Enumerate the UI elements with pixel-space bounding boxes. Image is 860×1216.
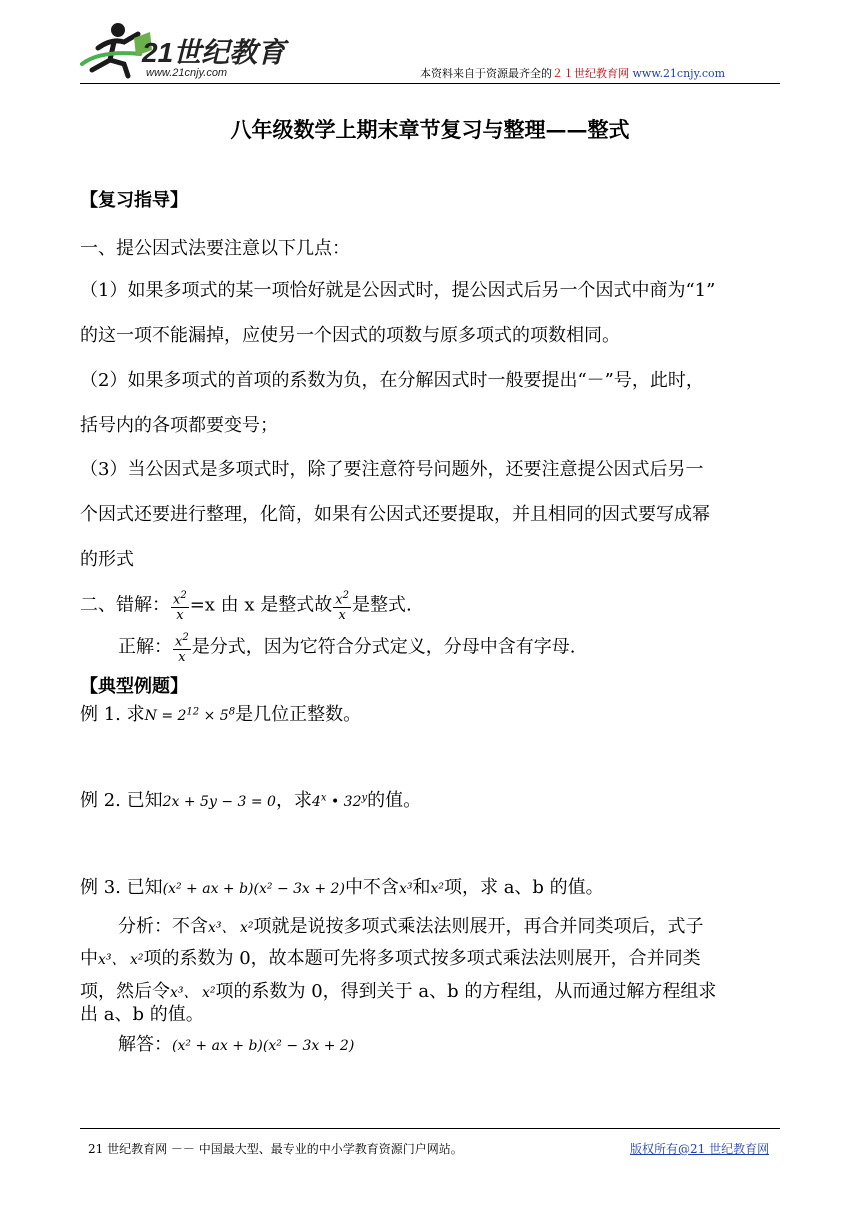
header-site-link[interactable]: ２１世纪教育网 (552, 67, 629, 80)
paragraph: 的形式 (80, 549, 134, 570)
header-source: 本资料来自于资源最齐全的２１世纪教育网 www.21cnjy.com (420, 67, 726, 80)
paragraph: （1）如果多项式的某一项恰好就是公因式时，提公因式后另一个因式中商为“1” (80, 280, 716, 301)
review-heading: 【复习指导】 (80, 190, 188, 211)
example-1: 例 1. 求$N = 2^{12} \times 5^8$是几位正整数。 (80, 704, 362, 725)
example-2: 例 2. 已知2x + 5y − 3 = 0，求4$^x$ • 32$^y$的值。 (80, 790, 422, 811)
correct-solution-line: 正解： $\frac{x^2}{x}$ 是分式，因为它符合分式定义，分母中含有字母. (118, 632, 576, 666)
error-solution-line: 二、错解： $\frac{x^2}{x}$ =x 由 x 是整式故 $\frac{x^2}{x}$ 是整式. (80, 590, 412, 624)
header-url-link[interactable]: www.21cnjy.com (632, 67, 726, 80)
solution-line: 解答：(x² + ax + b)(x² − 3x + 2) (118, 1034, 355, 1055)
site-logo (80, 20, 295, 82)
paragraph: （3）当公因式是多项式时，除了要注意符号问题外，还要注意提公因式后另一 (80, 459, 704, 480)
paragraph: 个因式还要进行整理，化简，如果有公因式还要提取，并且相同的因式要写成幂 (80, 504, 710, 525)
fraction: $\frac{x^2}{x}$ (173, 590, 187, 624)
page-title: 八年级数学上期末章节复习与整理——整式 (230, 117, 630, 142)
analysis-line: 中x³、 x²项的系数为 0，故本题可先将多项式按多项式乘法法则展开，合并同类 (80, 948, 701, 969)
header-divider (80, 83, 780, 84)
analysis-line: 出 a、b 的值。 (80, 1004, 204, 1025)
footer-copyright-link[interactable]: 版权所有@21 世纪教育网 (630, 1142, 770, 1156)
logo-url: www.21cnjy.com (146, 67, 228, 79)
logo-text: 21世纪教育 (142, 37, 286, 68)
analysis-line: 分析：不含x³、 x²项就是说按多项式乘法法则展开，再合并同类项后，式子 (118, 916, 704, 937)
paragraph: 括号内的各项都要变号； (80, 415, 278, 436)
paragraph: （2）如果多项式的首项的系数为负，在分解因式时一般要提出“－”号，此时， (80, 370, 704, 391)
footer-text: 21 世纪教育网 －－ 中国最大型、最专业的中小学教育资源门户网站。 (88, 1142, 463, 1156)
examples-heading: 【典型例题】 (80, 676, 188, 697)
example-3: 例 3. 已知(x² + ax + b)(x² − 3x + 2)中不含x³和x²项，求 a、b 的值。 (80, 877, 604, 898)
footer-divider (80, 1128, 780, 1129)
paragraph: 的这一项不能漏掉，应使另一个因式的项数与原多项式的项数相同。 (80, 325, 620, 346)
fraction: $\frac{x^2}{x}$ (175, 632, 189, 666)
fraction: $\frac{x^2}{x}$ (335, 590, 349, 624)
paragraph: 一、提公因式法要注意以下几点： (80, 238, 350, 259)
analysis-line: 项，然后令x³、 x²项的系数为 0，得到关于 a、b 的方程组，从而通过解方程组求 (80, 981, 717, 1002)
